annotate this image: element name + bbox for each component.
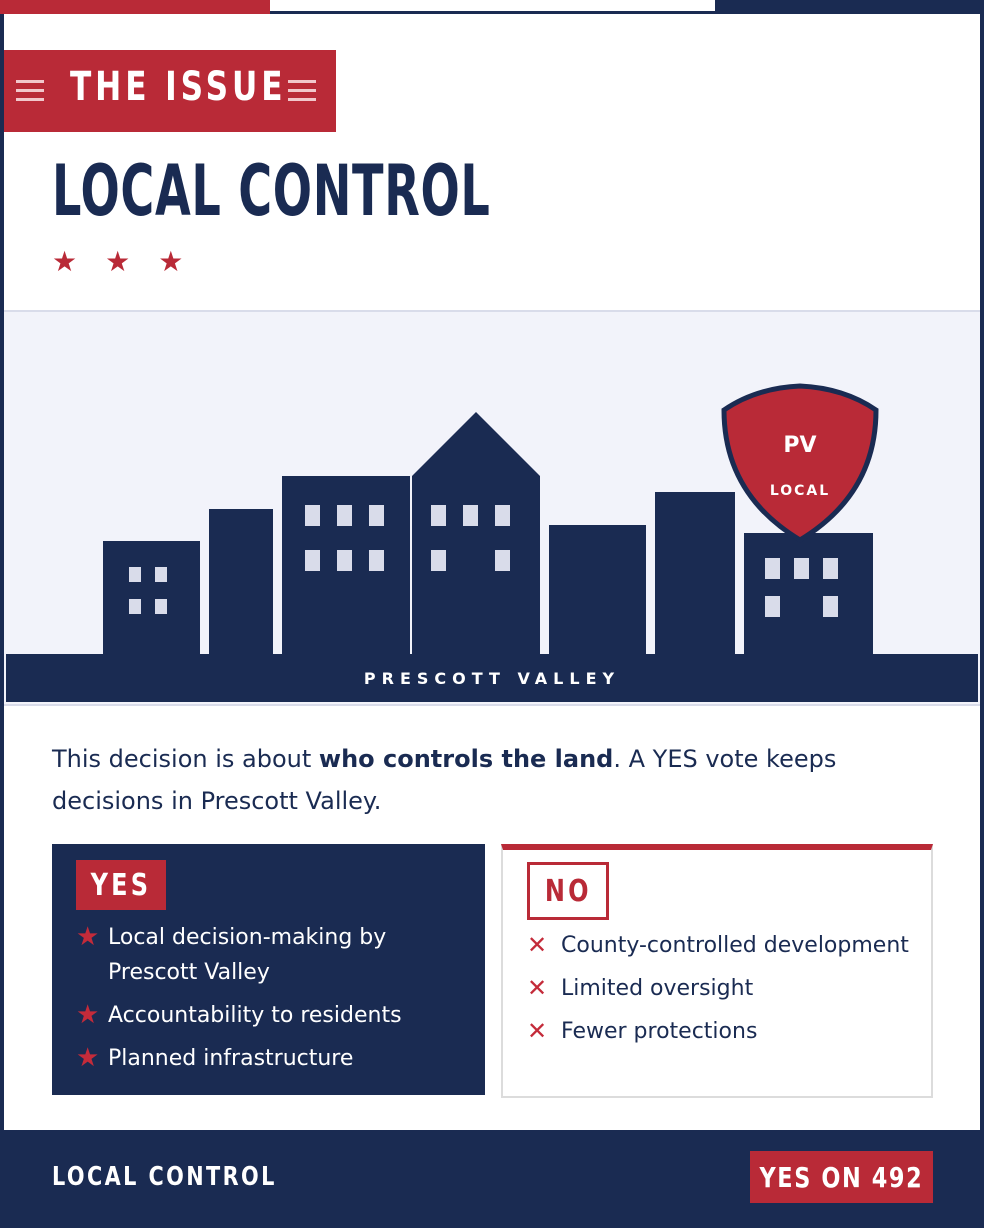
list-item — [76, 998, 476, 1033]
list-item — [76, 920, 476, 990]
skyline-graphic — [4, 312, 980, 704]
star-icon: ★ — [158, 246, 184, 277]
yes-panel — [52, 844, 485, 1095]
no-panel — [501, 844, 933, 1098]
page-title: LOCAL CONTROL — [52, 150, 491, 232]
intro-text-emphasis: who controls the land — [318, 745, 614, 773]
yes-on-492-badge — [750, 1151, 933, 1203]
intro-text — [52, 738, 942, 822]
yes-label: YES — [90, 867, 152, 903]
yes-tag — [76, 860, 166, 910]
stars-row — [52, 246, 183, 278]
top-accent-red — [0, 0, 270, 14]
no-list — [527, 928, 909, 1057]
skyline-illustration — [4, 310, 980, 706]
yes-item-text: Planned infrastructure — [108, 1046, 354, 1071]
x-icon: ✕ — [527, 974, 548, 1002]
issue-tag-label: THE ISSUE — [70, 64, 287, 110]
yes-list — [76, 920, 476, 1084]
x-icon: ✕ — [527, 931, 548, 959]
building — [744, 533, 873, 655]
issue-tag — [4, 50, 336, 132]
yes-item-text: Local decision-making by Prescott Valley — [108, 925, 387, 985]
list-item — [76, 1041, 476, 1076]
building — [209, 509, 273, 655]
shield-line-2: LOCAL — [769, 483, 831, 499]
right-lines-icon — [288, 80, 316, 102]
ground-banner — [6, 654, 978, 702]
yes-item-text: Accountability to residents — [108, 1003, 402, 1028]
building — [103, 541, 200, 655]
ground-label: PRESCOTT VALLEY — [363, 668, 621, 688]
list-item — [527, 971, 909, 1006]
list-item — [527, 928, 909, 963]
no-item-text: County-controlled development — [561, 933, 909, 958]
star-icon: ★ — [105, 246, 131, 277]
no-label: NO — [544, 873, 592, 909]
no-item-text: Limited oversight — [561, 976, 754, 1001]
footer-label: LOCAL CONTROL — [52, 1162, 277, 1192]
star-icon: ★ — [52, 246, 78, 277]
list-item — [527, 1014, 909, 1049]
star-icon: ★ — [76, 1043, 100, 1073]
shield-line-1: PV — [783, 433, 817, 458]
top-accent-white — [270, 0, 715, 14]
intro-text-start: This decision is about — [52, 745, 319, 773]
building-roof — [412, 412, 540, 476]
no-tag — [527, 862, 609, 920]
x-icon: ✕ — [527, 1017, 548, 1045]
star-icon: ★ — [76, 1000, 100, 1030]
footer-cta-text: YES ON 492 — [759, 1160, 924, 1194]
building — [549, 525, 646, 655]
star-icon: ★ — [76, 922, 100, 952]
building — [655, 492, 735, 655]
left-lines-icon — [16, 80, 44, 102]
no-item-text: Fewer protections — [561, 1019, 758, 1044]
shield-icon — [724, 386, 876, 540]
intro-text-end: . A YES vote keeps decisions in Prescott Valley. — [52, 745, 837, 815]
